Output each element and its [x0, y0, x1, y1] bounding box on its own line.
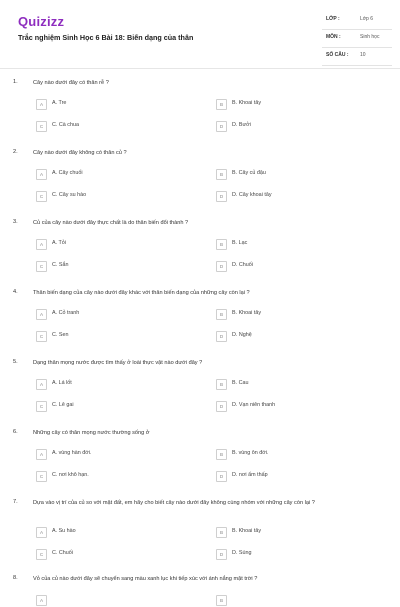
question-number: 6.	[13, 429, 18, 435]
question-number: 7.	[13, 499, 18, 505]
option-letter-box: C	[36, 471, 47, 482]
option-letter-box: C	[36, 331, 47, 342]
option-text: C. Sắn	[52, 262, 69, 268]
option-text: C. Cà chua	[52, 122, 79, 128]
option-letter-box: A	[36, 309, 47, 320]
option-text: A. Tre	[52, 100, 67, 106]
option-letter-box: D	[216, 549, 227, 560]
option-text: A. vùng hàn đới.	[52, 450, 92, 456]
option-text: D. Súng	[232, 550, 252, 556]
option-text: D. Chuối	[232, 262, 253, 268]
meta-row-question-count	[322, 48, 392, 66]
option-text: D. Cây khoai tây	[232, 192, 272, 198]
option-letter-box: C	[36, 261, 47, 272]
question-number: 1.	[13, 79, 18, 85]
option-letter-box: D	[216, 121, 227, 132]
question-number: 3.	[13, 219, 18, 225]
option-letter-box: A	[36, 99, 47, 110]
option-text: A. Cây chuối	[52, 170, 83, 176]
worksheet-title: Trắc nghiệm Sinh Học 6 Bài 18: Biến dạng của thân	[18, 33, 194, 42]
worksheet-meta	[322, 12, 392, 66]
meta-label: LỚP :	[326, 16, 340, 22]
meta-value: Lớp 6	[360, 16, 374, 22]
option-text: C. Sen	[52, 332, 69, 338]
option-text: D. Vạn niên thanh	[232, 402, 276, 408]
option-text: A. Lá lốt	[52, 380, 72, 386]
option-text: D. Bưởi	[232, 122, 251, 128]
option-text: A. Cỏ tranh	[52, 310, 80, 316]
option-text: C. Cây su hào	[52, 192, 87, 198]
question-text: Cây nào dưới đây có thân rễ ?	[33, 80, 109, 86]
option-text: A. Tỏi	[52, 240, 66, 246]
option-letter-box: A	[36, 595, 47, 606]
question-text: Dạng thân mọng nước được tìm thấy ở loài thực vật nào dưới đây ?	[33, 360, 203, 366]
option-letter-box: C	[36, 401, 47, 412]
option-letter-box: B	[216, 239, 227, 250]
option-letter-box: D	[216, 471, 227, 482]
option-text: B. Cau	[232, 380, 249, 386]
option-text: C. nơi khô hạn.	[52, 472, 89, 478]
question-number: 5.	[13, 359, 18, 365]
option-text: D. nơi ẩm thấp	[232, 472, 268, 478]
option-letter-box: A	[36, 527, 47, 538]
meta-label: SỐ CÂU :	[326, 52, 349, 58]
question-number: 4.	[13, 289, 18, 295]
option-letter-box: B	[216, 169, 227, 180]
option-letter-box: A	[36, 239, 47, 250]
option-letter-box: B	[216, 595, 227, 606]
option-letter-box: B	[216, 309, 227, 320]
option-letter-box: D	[216, 401, 227, 412]
option-letter-box: C	[36, 191, 47, 202]
question-text: Vỏ của củ nào dưới đây sẽ chuyển sang màu xanh lục khi tiếp xúc với ánh nắng mặt trời ?	[33, 576, 258, 582]
meta-row-grade	[322, 12, 392, 30]
option-letter-box: A	[36, 169, 47, 180]
question-text: Thân biến dạng của cây nào dưới đây khác với thân biến dạng của những cây còn lại ?	[33, 290, 250, 296]
question-text: Củ của cây nào dưới đây thực chất là do thân biến đổi thành ?	[33, 220, 189, 226]
option-letter-box: C	[36, 121, 47, 132]
question-text: Những cây có thân mọng nước thường sống ở	[33, 430, 150, 436]
option-text: C. Chuối	[52, 550, 73, 556]
option-letter-box: C	[36, 549, 47, 560]
question-number: 8.	[13, 575, 18, 581]
meta-value: Sinh học	[360, 34, 380, 40]
worksheet-header	[0, 0, 400, 70]
option-letter-box: B	[216, 99, 227, 110]
question-number: 2.	[13, 149, 18, 155]
meta-row-subject	[322, 30, 392, 48]
option-letter-box: D	[216, 191, 227, 202]
option-letter-box: B	[216, 379, 227, 390]
header-divider	[0, 68, 400, 69]
meta-value: 10	[360, 52, 366, 58]
option-text: C. Lê gai	[52, 402, 74, 408]
option-text: A. Su hào	[52, 528, 76, 534]
option-letter-box: D	[216, 261, 227, 272]
option-letter-box: A	[36, 449, 47, 460]
option-letter-box: A	[36, 379, 47, 390]
option-text: B. vùng ôn đới.	[232, 450, 269, 456]
option-text: B. Lạc	[232, 240, 248, 246]
option-text: D. Nghệ	[232, 332, 252, 338]
option-text: B. Khoai tây	[232, 528, 262, 534]
option-text: B. Khoai tây	[232, 100, 262, 106]
option-text: B. Khoai tây	[232, 310, 262, 316]
option-letter-box: B	[216, 449, 227, 460]
quizizz-logo: Quizizz	[18, 14, 65, 29]
option-letter-box: D	[216, 331, 227, 342]
question-text: Cây nào dưới đây không có thân củ ?	[33, 150, 127, 156]
meta-label: MÔN :	[326, 34, 341, 40]
option-letter-box: B	[216, 527, 227, 538]
option-text: B. Cây củ đậu	[232, 170, 266, 176]
question-text: Dựa vào vị trí của củ so với mặt đất, em hãy cho biết cây nào dưới đây không cùng nhóm với những cây còn lại ?	[33, 500, 315, 506]
